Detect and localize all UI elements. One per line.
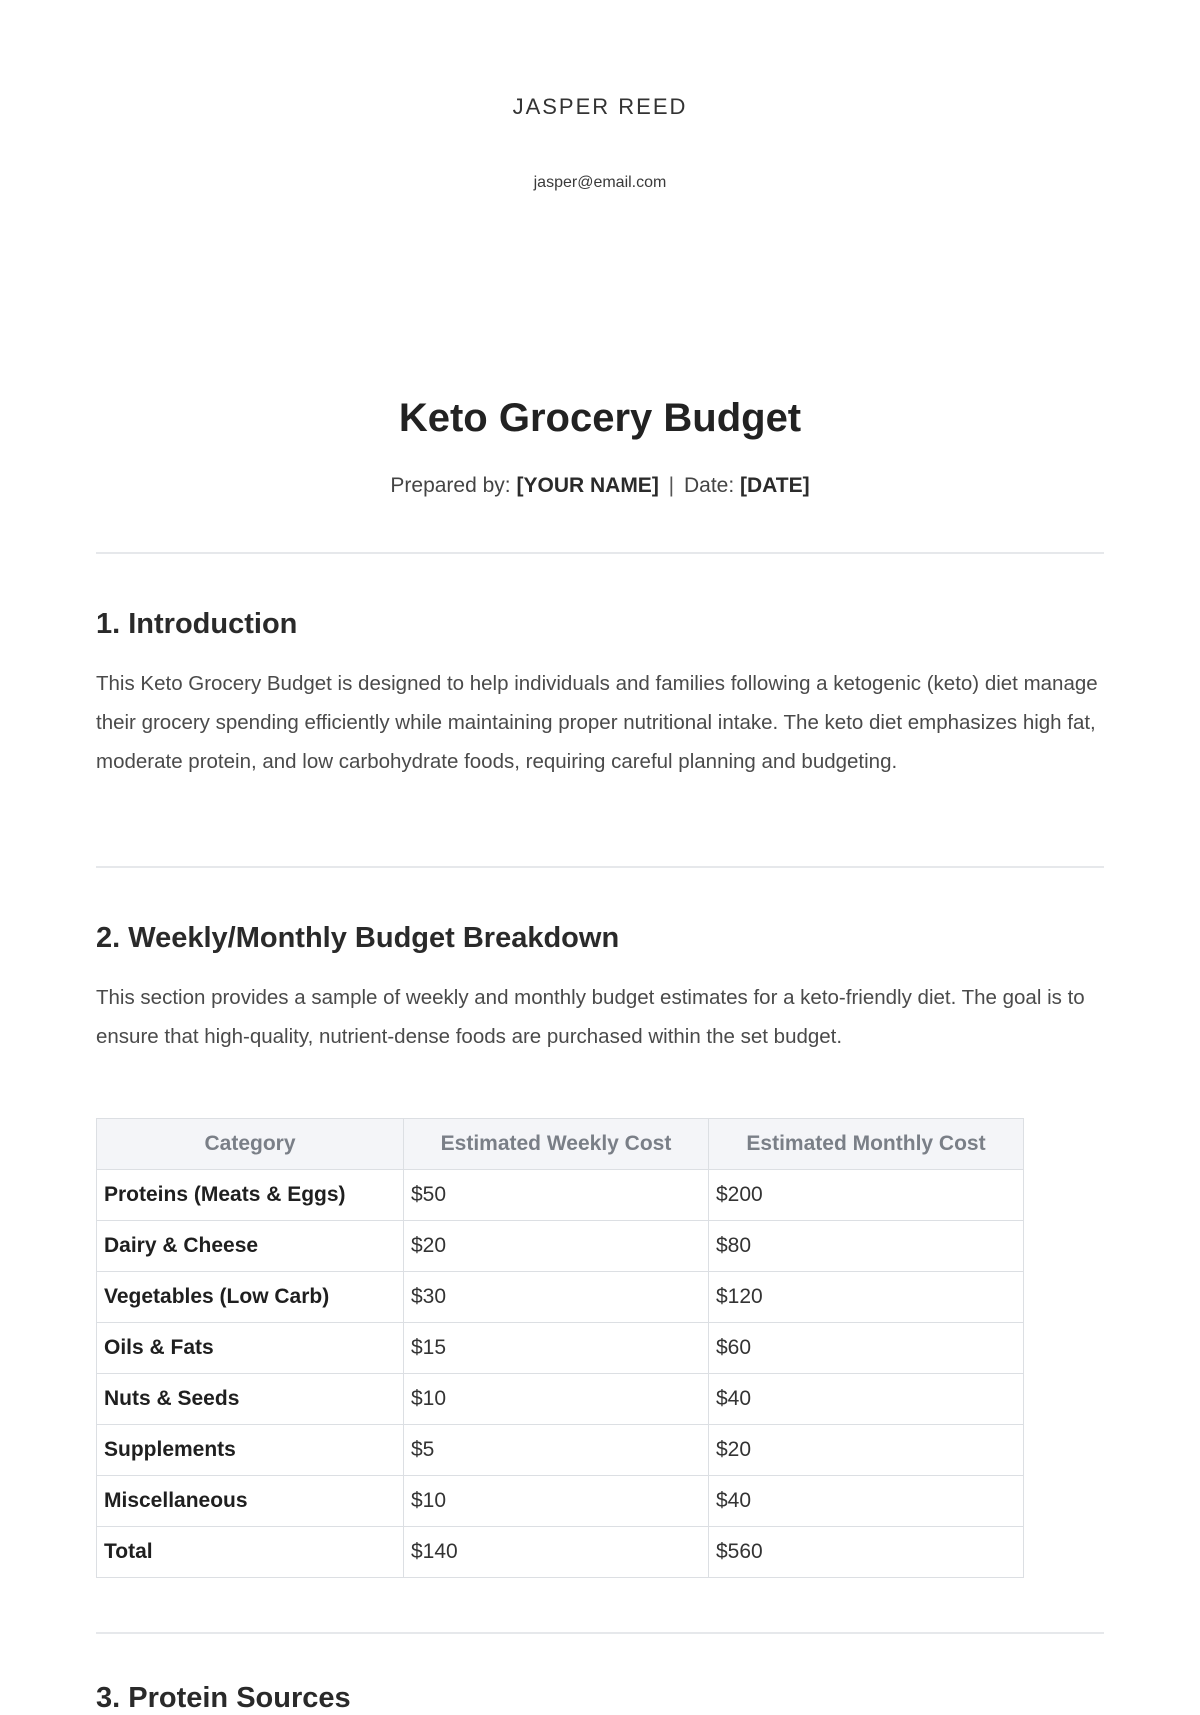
divider (96, 1632, 1104, 1634)
section-heading-budget-breakdown: 2. Weekly/Monthly Budget Breakdown (96, 922, 620, 954)
monthly-cost-cell: $40 (709, 1476, 1024, 1527)
weekly-cost-cell: $30 (404, 1272, 709, 1323)
category-cell: Dairy & Cheese (97, 1221, 404, 1272)
monthly-total-cell: $560 (709, 1527, 1024, 1578)
table-total-row (97, 1527, 1024, 1578)
weekly-cost-cell: $20 (404, 1221, 709, 1272)
table-row (97, 1170, 1024, 1221)
section-heading-protein-sources: 3. Protein Sources (96, 1682, 351, 1714)
weekly-cost-cell: $50 (404, 1170, 709, 1221)
monthly-cost-cell: $20 (709, 1425, 1024, 1476)
table-header-row (97, 1119, 1024, 1170)
table-row (97, 1476, 1024, 1527)
table-row (97, 1425, 1024, 1476)
monthly-cost-cell: $60 (709, 1323, 1024, 1374)
budget-breakdown-paragraph: This section provides a sample of weekly and monthly budget estimates for a keto-friendly diet. The goal is to ensure that high-quality, nutrient-dense foods are purchased within the set budget. (96, 986, 1085, 1048)
table-row (97, 1272, 1024, 1323)
column-header-monthly-cost: Estimated Monthly Cost (709, 1119, 1024, 1170)
column-header-weekly-cost: Estimated Weekly Cost (404, 1119, 709, 1170)
prepared-by-line (0, 474, 1200, 498)
category-cell: Supplements (97, 1425, 404, 1476)
divider (96, 866, 1104, 868)
monthly-cost-cell: $200 (709, 1170, 1024, 1221)
weekly-cost-cell: $10 (404, 1476, 709, 1527)
separator: | (668, 474, 675, 497)
weekly-total-cell: $140 (404, 1527, 709, 1578)
total-label-cell: Total (97, 1527, 404, 1578)
weekly-cost-cell: $15 (404, 1323, 709, 1374)
monthly-cost-cell: $40 (709, 1374, 1024, 1425)
author-email: jasper@email.com (533, 174, 667, 191)
date-value: [DATE] (740, 474, 810, 497)
prepared-by-value: [YOUR NAME] (516, 474, 659, 497)
weekly-cost-cell: $5 (404, 1425, 709, 1476)
section-heading-introduction: 1. Introduction (96, 608, 298, 640)
category-cell: Vegetables (Low Carb) (97, 1272, 404, 1323)
weekly-cost-cell: $10 (404, 1374, 709, 1425)
prepared-by-label: Prepared by: (390, 474, 511, 497)
introduction-paragraph: This Keto Grocery Budget is designed to help individuals and families following a ketogenic (keto) diet manage their grocery spending efficiently while maintaining proper nutritional intake. The keto diet emphasizes high fat, moderate protein, and low carbohydrate foods, requiring careful planning and budgeting. (96, 672, 1098, 773)
monthly-cost-cell: $120 (709, 1272, 1024, 1323)
table-row (97, 1323, 1024, 1374)
divider (96, 552, 1104, 554)
author-name: JASPER REED (512, 94, 688, 119)
document-title: Keto Grocery Budget (398, 396, 802, 440)
category-cell: Proteins (Meats & Eggs) (97, 1170, 404, 1221)
date-label: Date: (683, 474, 735, 497)
table-row (97, 1374, 1024, 1425)
category-cell: Oils & Fats (97, 1323, 404, 1374)
table-row (97, 1221, 1024, 1272)
monthly-cost-cell: $80 (709, 1221, 1024, 1272)
column-header-category: Category (97, 1119, 404, 1170)
budget-table (96, 1118, 1024, 1578)
category-cell: Nuts & Seeds (97, 1374, 404, 1425)
category-cell: Miscellaneous (97, 1476, 404, 1527)
